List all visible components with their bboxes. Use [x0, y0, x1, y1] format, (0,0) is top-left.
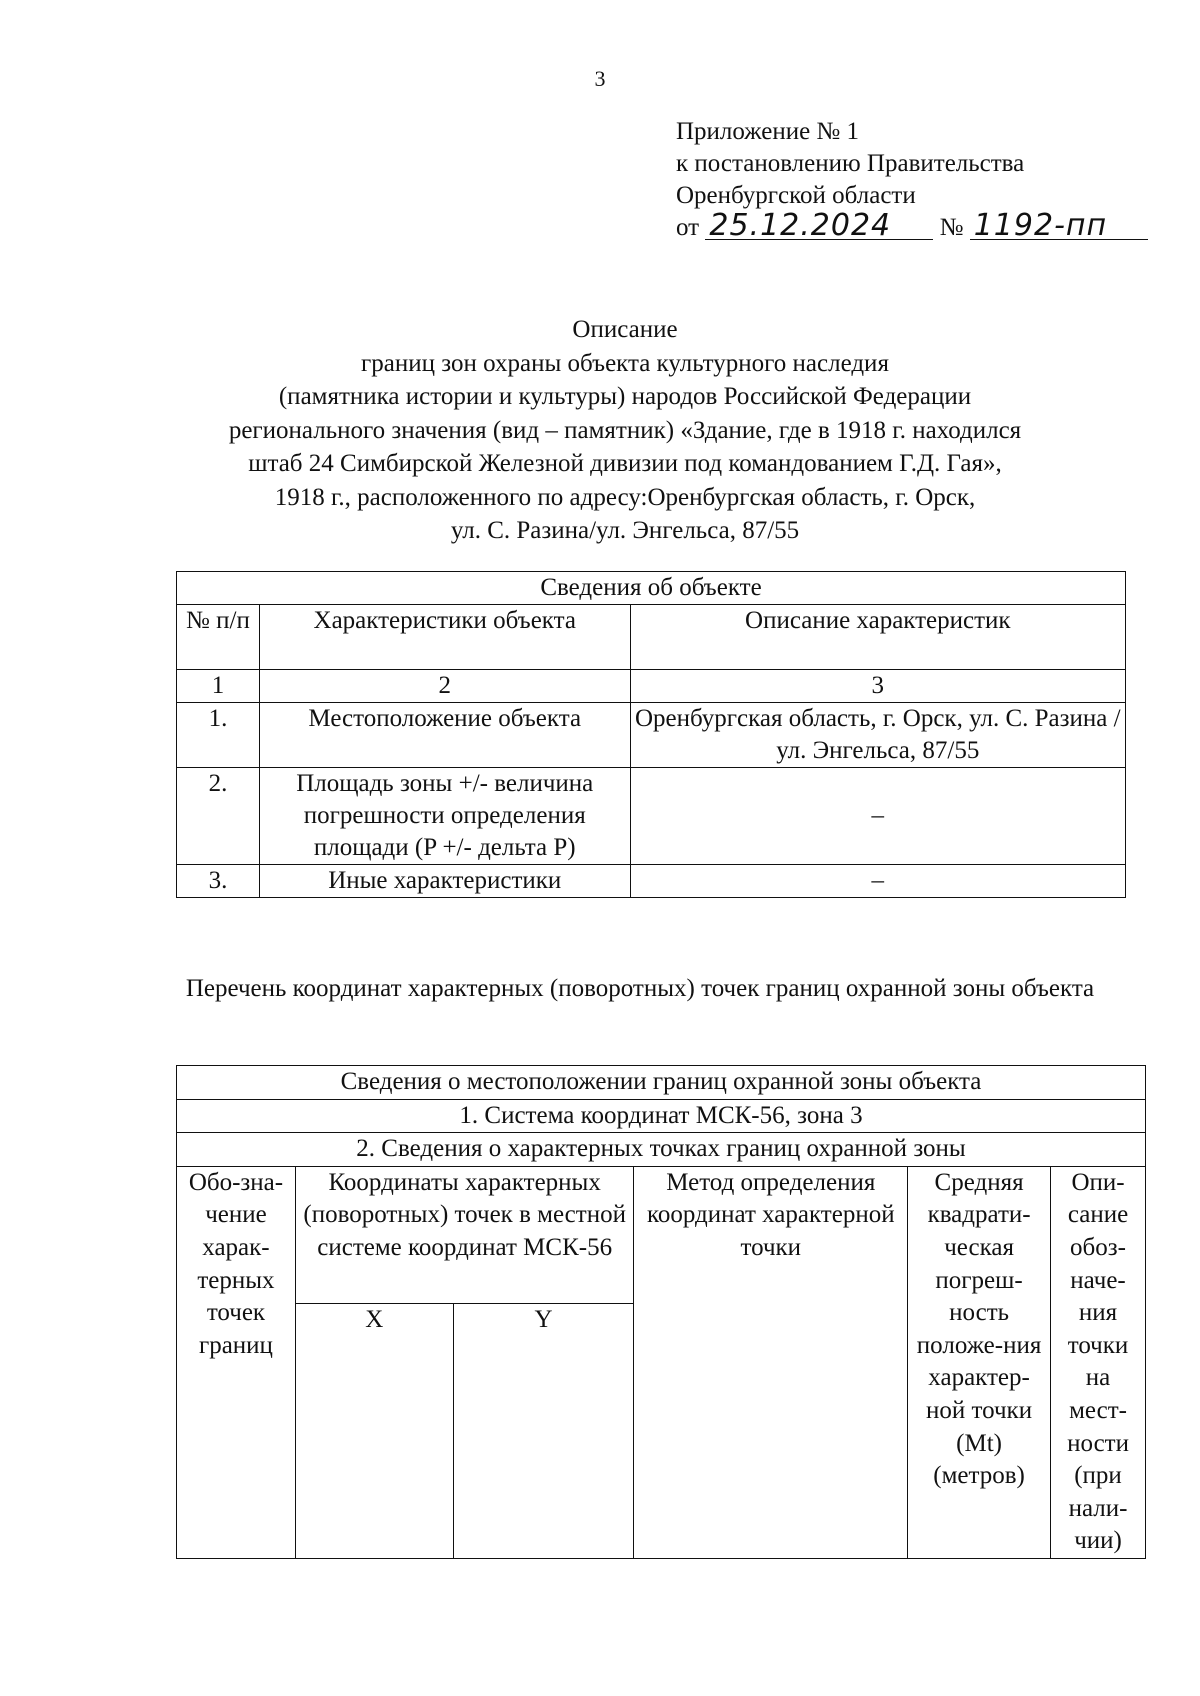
header-method: Метод определения координат характерной точки — [634, 1166, 908, 1558]
index-cell: 3 — [630, 670, 1125, 703]
header-description: Описание характеристик — [630, 605, 1125, 670]
title-line: границ зон охраны объекта культурного наследия — [361, 349, 889, 377]
row-description: Оренбургская область, г. Орск, ул. С. Разина / ул. Энгельса, 87/55 — [630, 703, 1125, 768]
page-number: 3 — [594, 66, 606, 91]
header-num: № п/п — [177, 605, 260, 670]
header-coordinates: Координаты характерных (поворотных) точек в местной системе координат МСК-56 — [295, 1166, 634, 1303]
appendix-line-1: Приложение № 1 — [676, 118, 860, 145]
row-characteristic: Площадь зоны +/- величина погрешности определения площади (P +/- дельта P) — [259, 768, 630, 865]
number-prefix: № — [939, 214, 964, 241]
title-line: Описание — [572, 316, 678, 343]
coords-system-row: 1. Система координат МСК-56, зона 3 — [177, 1099, 1146, 1133]
row-description: – — [630, 768, 1125, 865]
object-table-caption: Сведения об объекте — [177, 572, 1126, 605]
coordinates-table — [176, 1065, 1146, 1559]
index-cell: 1 — [177, 670, 260, 703]
title-line: регионального значения (вид – памятник) «Здание, где в 1918 г. находился — [228, 416, 1022, 444]
header-x: X — [295, 1303, 453, 1558]
coords-table-caption: Сведения о местоположении границ охранной зоны объекта — [177, 1066, 1146, 1100]
row-characteristic: Иные характеристики — [259, 865, 630, 898]
appendix-line-3: Оренбургской области — [676, 182, 916, 209]
header-characteristic: Характеристики объекта — [259, 605, 630, 670]
date-prefix: от — [676, 214, 700, 241]
table-row — [177, 703, 1126, 768]
coords-points-caption: 2. Сведения о характерных точках границ охранной зоны — [177, 1133, 1146, 1167]
object-info-table — [176, 571, 1126, 898]
title-line: штаб 24 Симбирской Железной дивизии под командованием Г.Д. Гая», — [248, 450, 1002, 477]
row-characteristic: Местоположение объекта — [259, 703, 630, 768]
handwritten-number: 1192-пп — [970, 213, 1148, 240]
index-cell: 2 — [259, 670, 630, 703]
coordinates-list-title: Перечень координат характерных (поворотных) точек границ охранной зоны объекта — [185, 975, 1095, 1002]
handwritten-date: 25.12.2024 — [705, 213, 933, 240]
header-y: Y — [453, 1303, 634, 1558]
title-line: 1918 г., расположенного по адресу:Оренбургская область, г. Орск, — [274, 483, 976, 511]
header-point-description: Опи-сание обоз-наче-ния точки на мест-ности (при нали-чии) — [1051, 1166, 1146, 1558]
row-num: 2. — [177, 768, 260, 865]
row-num: 1. — [177, 703, 260, 768]
appendix-line-2: к постановлению Правительства — [676, 150, 1025, 177]
title-line: ул. С. Разина/ул. Энгельса, 87/55 — [450, 517, 800, 544]
appendix-date-line — [676, 208, 1148, 244]
header-designation: Обо-зна-чение харак-терных точек границ — [177, 1166, 296, 1558]
title-line: (памятника истории и культуры) народов Российской Федерации — [278, 383, 972, 410]
row-description: – — [630, 865, 1125, 898]
row-num: 3. — [177, 865, 260, 898]
table-row — [177, 865, 1126, 898]
document-title — [150, 313, 1100, 548]
appendix-block — [676, 116, 1148, 244]
header-accuracy: Средняя квадрати-ческая погреш-ность положе-ния характер-ной точки (Mt) (метров) — [908, 1166, 1051, 1558]
table-row — [177, 768, 1126, 865]
